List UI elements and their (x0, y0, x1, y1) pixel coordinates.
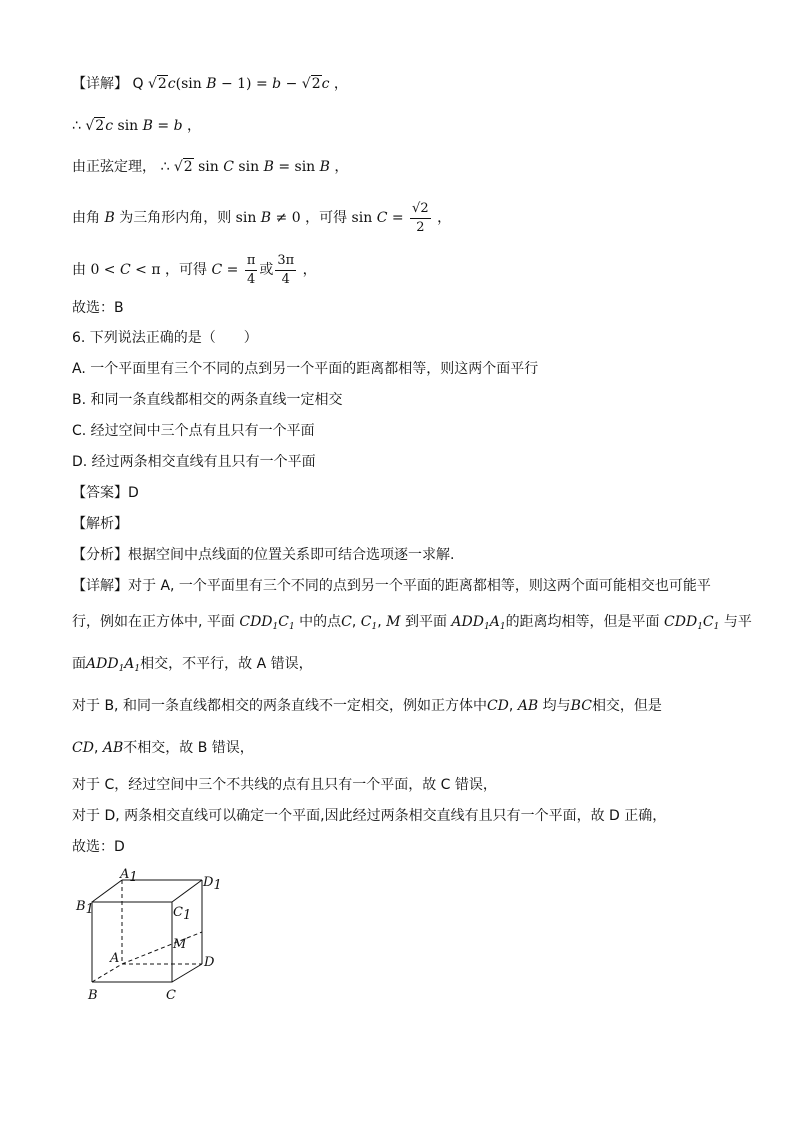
therefore-symbol: ∴ (160, 159, 170, 175)
q6-detail-b-2: CD, AB不相交，故 B 错误， (72, 740, 254, 756)
q6-option-d: D. 经过两条相交直线有且只有一个平面 (72, 454, 316, 470)
q-symbol: Q (132, 76, 144, 92)
edge-c-d (172, 964, 202, 982)
q5-line-4: 由角 B 为三角形内角，则 sin B ≠ 0 ，可得 sin C = $\frac{√2}{2}$ ， (72, 200, 452, 235)
q5-line-1: 【详解】 Q √2c(sin B − 1) = b − √2c ， (72, 76, 348, 92)
label-a: A (110, 951, 120, 966)
q6-analysis: 【分析】根据空间中点线面的位置关系即可结合选项逐一求解. (72, 547, 455, 563)
answer-label: 【答案】 (72, 485, 128, 501)
segment-a-m (122, 932, 202, 964)
label-d: D (204, 955, 215, 970)
label-a1: A1 (120, 867, 138, 885)
label-b: B (88, 988, 98, 1003)
q6-detail-a-3: 面$ADD_1A_1$相交，不平行，故 A 错误， (72, 656, 313, 674)
edge-b1-a1 (92, 880, 122, 902)
label-m: M (173, 937, 187, 952)
q6-detail-a-2: 行，例如在正方体中, 平面 $CDD_1C_1$ 中的点C, $C_1$, M 到平面 $ADD_1A_1$的距离均相等，但是平面 $CDD_1C_1$ 与平 (72, 614, 752, 632)
q6-detail-a-1: 【详解】对于 A, 一个平面里有三个不同的点到另一个平面的距离都相等，则这两个面可能相交也可能平 (72, 578, 711, 594)
q5-line-3: 由正弦定理， ∴ √2 sin C sin B = sin B ， (72, 159, 349, 175)
detail-label: 【详解】 (72, 76, 128, 92)
q6-detail-c: 对于 C，经过空间中三个不共线的点有且只有一个平面，故 C 错误， (72, 777, 497, 793)
therefore-symbol: ∴ (72, 118, 81, 134)
q6-detail-b-1: 对于 B, 和同一条直线都相交的两条直线不一定相交，例如正方体中CD, AB 均与BC相交，但是 (72, 698, 662, 714)
q6-option-a: A. 一个平面里有三个不同的点到另一个平面的距离都相等，则这两个面平行 (72, 361, 539, 377)
range-c: 0 < C < π (90, 262, 161, 278)
q5-choice: 故选：B (72, 300, 124, 316)
q6-answer (72, 483, 139, 503)
q6-stem: 6. 下列说法正确的是（ ） (72, 330, 258, 346)
equation-3: √2 sin C sin B = sin B (173, 159, 330, 175)
label-b1: B1 (76, 899, 94, 917)
label-c: C (166, 988, 176, 1003)
label-d1: D1 (203, 875, 222, 893)
q6-option-c: C. 经过空间中三个点有且只有一个平面 (72, 423, 315, 439)
q6-choice: 故选：D (72, 839, 125, 855)
answer-value: D (128, 485, 139, 501)
cube-figure (72, 866, 232, 1006)
q6-analysis-label: 【解析】 (72, 516, 128, 532)
fraction-sqrt2-over-2: $\frac{√2}{2}$ (412, 200, 429, 235)
fraction-3pi-over-4: $\frac{3\pi}{4}$ (277, 252, 295, 287)
edge-a-b (92, 964, 122, 982)
inequality-sinb: sin B ≠ 0 (235, 210, 301, 226)
q5-line-2: ∴ √2c sin B = b ， (72, 118, 202, 134)
q6-detail-d: 对于 D, 两条相交直线可以确定一个平面,因此经过两条相交直线有且只有一个平面，故 D 正确， (72, 808, 667, 824)
q5-line-5: 由 0 < C < π ，可得 C = $\frac{\pi}{4}$ 或 $\frac{3\pi}{4}$ ， (72, 252, 317, 287)
equation-sinc: sin C = (351, 210, 404, 226)
front-face (92, 902, 172, 982)
q6-option-b: B. 和同一条直线都相交的两条直线一定相交 (72, 392, 343, 408)
edge-c1-d1 (172, 880, 202, 902)
label-c1: C1 (173, 905, 192, 923)
equation-2: √2c sin B = b (85, 118, 183, 134)
equation-1: √2c(sin B − 1) = b − √2c (147, 76, 330, 92)
fraction-pi-over-4: $\frac{\pi}{4}$ (246, 252, 256, 287)
